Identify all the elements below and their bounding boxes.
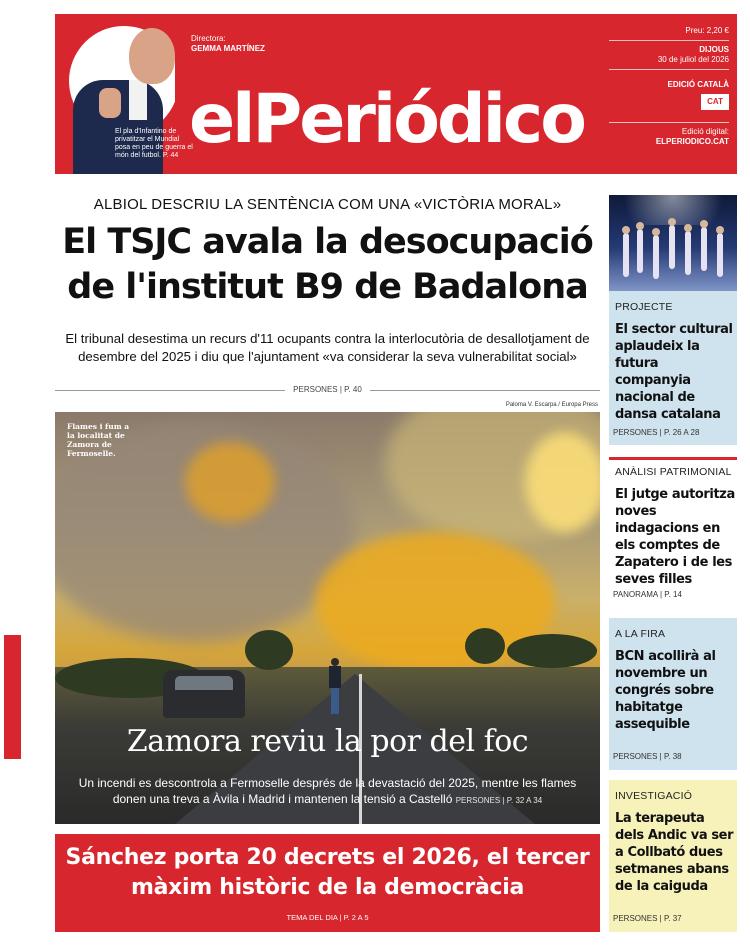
person-body: [329, 666, 341, 688]
issue-date: 30 de juliol del 2026: [657, 55, 729, 64]
lead-deck: El tribunal desestima un recurs d'11 ocupants contra la interlocutòria de desallotjament de desembre del 2025 i diu que l'ajuntament «va considerar la seva vulnerabilitat social»: [65, 331, 590, 364]
director-name: GEMMA MARTÍNEZ: [191, 44, 265, 53]
sidebar-title: El sector cultural aplaudeix la futura companyia nacional de dansa catalana: [615, 322, 733, 422]
sidebar-title: El jutge autoritza noves indagacions en els comptes de Zapatero i de les seves filles: [615, 487, 735, 587]
fire-glow: [525, 432, 600, 532]
fire-glow: [185, 442, 275, 522]
photo-deck: [65, 775, 590, 809]
sidebar-section-ref[interactable]: PERSONES | P. 37: [613, 914, 682, 923]
photo-headline[interactable]: Zamora reviu la por del foc: [126, 724, 529, 759]
photo-shirt: [129, 80, 147, 120]
price: Preu: 2,20 €: [685, 26, 729, 35]
banner-headline-line-2: màxim històric de la democràcia: [130, 875, 525, 900]
masthead-info: [609, 26, 729, 147]
sidebar-story-housing[interactable]: [609, 618, 737, 770]
dancer: [637, 229, 643, 273]
photo-head: [129, 28, 175, 84]
dancer: [653, 235, 659, 279]
sidebar-kicker: INVESTIGACIÓ: [615, 790, 693, 802]
digital-label: Edició digital:: [681, 127, 729, 136]
sidebar-kicker: ANÀLISI PATRIMONIAL: [615, 466, 732, 478]
thumbs-up-icon: [99, 88, 121, 118]
photo-credit: Paloma V. Escarpa / Europa Press: [505, 402, 598, 408]
sidebar-section-ref[interactable]: PANORAMA | P. 14: [613, 590, 682, 599]
lead-headline-line-1: El TSJC avala la desocupació: [62, 222, 593, 262]
edition-label: EDICIÓ CATALÀ: [667, 80, 729, 89]
sidebar-section-ref[interactable]: PERSONES | P. 26 A 28: [613, 428, 700, 437]
lead-section-ref-text[interactable]: PERSONES | P. 40: [293, 385, 362, 394]
dancer: [623, 233, 629, 277]
dancer: [701, 227, 707, 271]
divider: [609, 122, 729, 123]
person-legs: [331, 688, 339, 714]
sidebar-title: La terapeuta dels Andic va ser a Collbató dues setmanes abans de la caiguda: [615, 811, 734, 894]
tree: [245, 630, 293, 670]
masthead-photo-caption[interactable]: El pla d'Infantino de privatitzar el Mundial posa en peu de guerra el món del futbol. P. 44: [115, 128, 193, 159]
weekday: DIJOUS: [699, 45, 729, 54]
newspaper-logo[interactable]: elPeriódico: [189, 80, 584, 159]
digital-url[interactable]: ELPERIODICO.CAT: [655, 137, 729, 146]
sidebar-kicker: A LA FIRA: [615, 628, 666, 640]
masthead: [55, 14, 737, 174]
fire-photo[interactable]: [55, 412, 600, 824]
dancer: [669, 225, 675, 269]
rule-right: [370, 390, 600, 391]
lead-kicker: ALBIOL DESCRIU LA SENTÈNCIA COM UNA «VICTÒRIA MORAL»: [93, 196, 562, 213]
sidebar-title: BCN acollirà al novembre un congrés sobre habitatge assequible: [615, 649, 716, 732]
photo-caption: Flames i fum a la localitat de Zamora de Fermoselle.: [67, 422, 130, 458]
lead-section-ref: [55, 384, 600, 396]
director-credit: [191, 34, 265, 54]
person-head: [331, 658, 339, 666]
edition-badge: CAT: [701, 94, 729, 110]
banner-headline: [55, 843, 600, 903]
dancer: [717, 233, 723, 277]
banner-section-ref[interactable]: TEMA DEL DIA | P. 2 A 5: [286, 913, 369, 922]
left-red-tab: [4, 635, 21, 759]
banner-headline-line-1: Sánchez porta 20 decrets el 2026, el tercer: [65, 845, 590, 870]
divider: [609, 69, 729, 70]
sidebar-story-andic[interactable]: [609, 780, 737, 932]
lead-headline-line-2: de l'institut B9 de Badalona: [67, 267, 588, 307]
sidebar-story-zapatero[interactable]: [609, 457, 737, 609]
dancer: [685, 231, 691, 275]
car-window: [175, 676, 233, 690]
lead-headline[interactable]: [55, 220, 600, 310]
bottom-banner[interactable]: [55, 834, 600, 932]
sidebar-story-dance[interactable]: [609, 291, 737, 445]
director-label: Directora:: [191, 34, 226, 43]
sidebar-kicker: PROJECTE: [615, 301, 673, 313]
sidebar-section-ref[interactable]: PERSONES | P. 38: [613, 752, 682, 761]
dance-photo[interactable]: [609, 195, 737, 291]
photo-section-ref[interactable]: PERSONES | P. 32 A 34: [455, 796, 543, 805]
photo-deck-text: Un incendi es descontrola a Fermoselle després de la devastació del 2025, mentre les flames donen una treva a Àvila i Madrid i mantenen la tensió a Castelló: [78, 776, 577, 806]
tree: [465, 628, 505, 664]
divider: [609, 40, 729, 41]
person-on-road: [329, 658, 341, 714]
tree-line: [507, 634, 597, 668]
car: [163, 670, 245, 718]
